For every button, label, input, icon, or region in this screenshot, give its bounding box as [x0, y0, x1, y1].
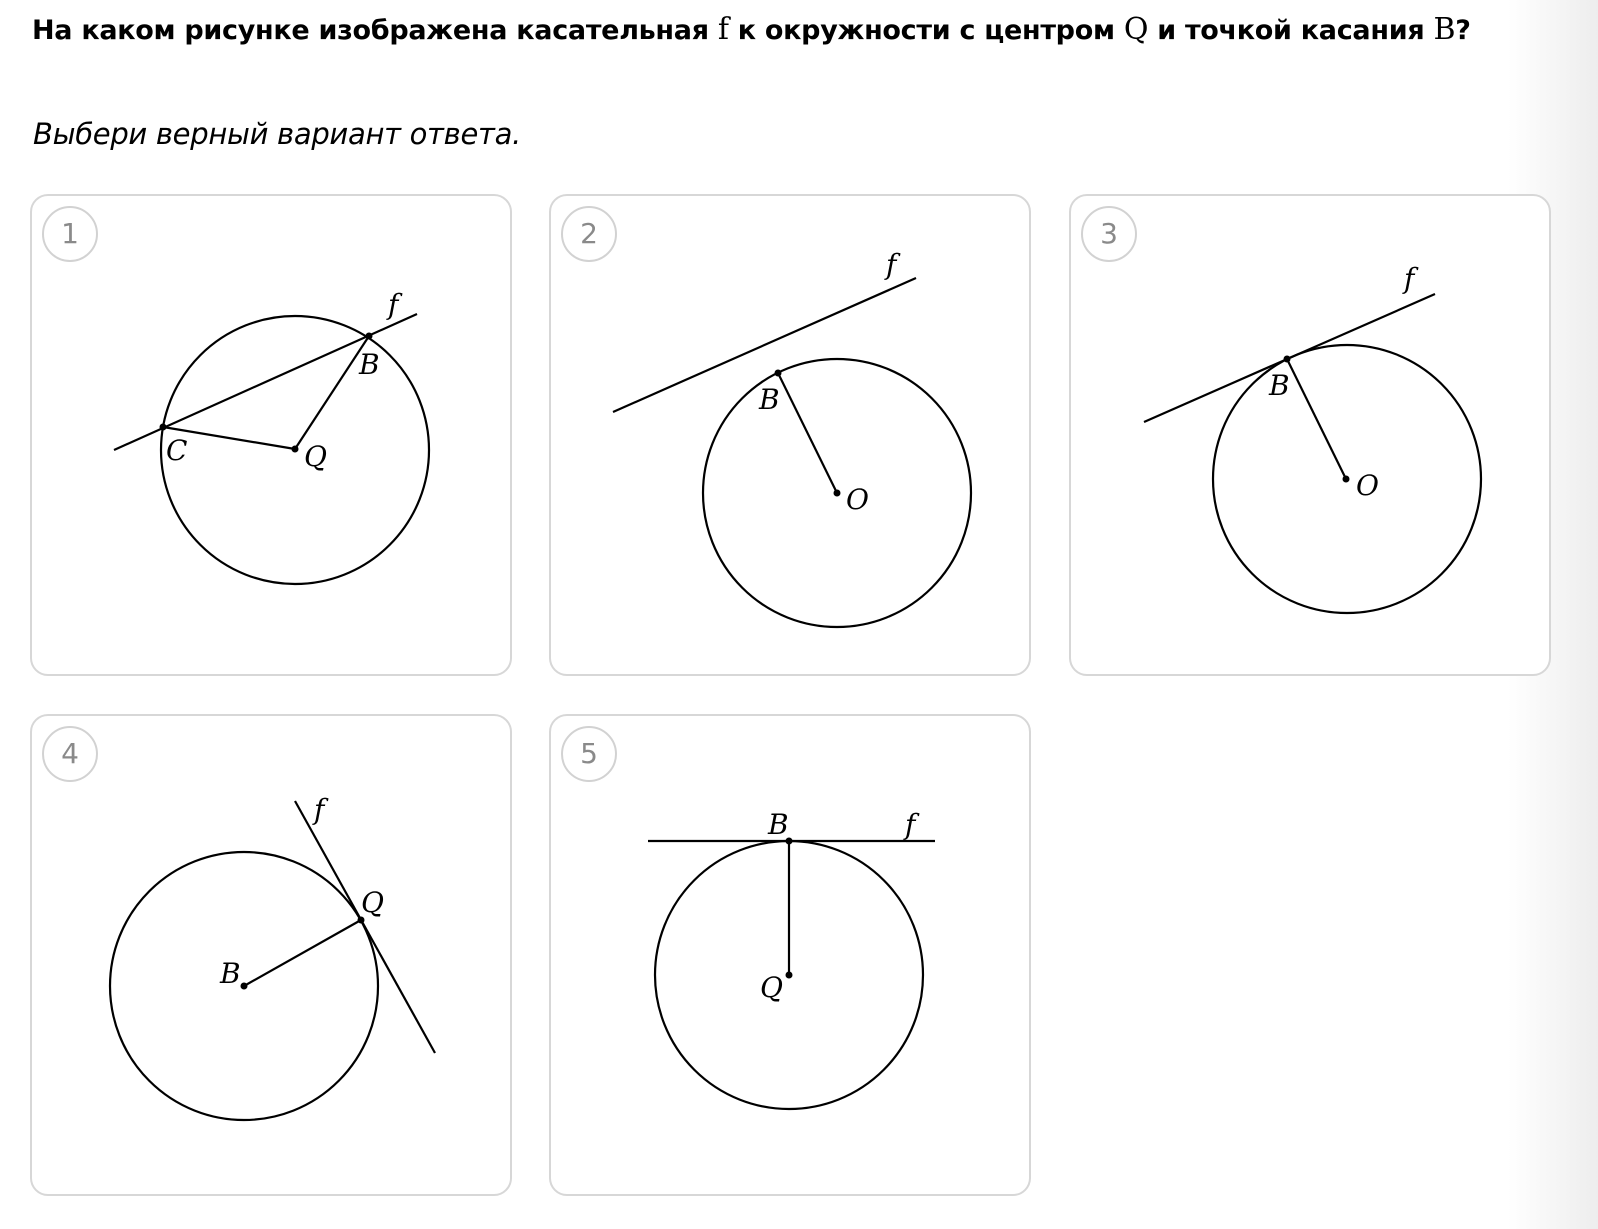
- question-middle-2: и точкой касания: [1148, 15, 1434, 46]
- option-4-figure: [32, 716, 510, 1194]
- label-f: f: [1404, 262, 1415, 295]
- point-o: [834, 490, 841, 497]
- label-f: f: [886, 248, 897, 281]
- question-prefix: На каком рисунке изображена касательная: [32, 15, 718, 46]
- option-number-badge: 3: [1081, 206, 1137, 262]
- option-3-figure: [1071, 196, 1549, 674]
- answer-option-3[interactable]: [1069, 194, 1551, 676]
- option-number-badge: 4: [42, 726, 98, 782]
- option-1-figure: [32, 196, 510, 674]
- option-5-figure: [551, 716, 1029, 1194]
- label-o: O: [846, 483, 869, 516]
- label-b: B: [220, 957, 241, 990]
- point-q: [786, 972, 793, 979]
- point-q: [292, 446, 299, 453]
- point-b: [366, 333, 373, 340]
- segment-bq: [244, 920, 361, 986]
- segment-bo: [1287, 359, 1346, 479]
- question-middle-1: к окружности с центром: [728, 15, 1124, 46]
- label-b: B: [1269, 369, 1290, 402]
- line-f: [295, 801, 435, 1053]
- option-number-badge: 2: [561, 206, 617, 262]
- label-q: Q: [361, 886, 384, 919]
- center-name: Q: [1123, 12, 1149, 47]
- question-text: [32, 10, 1471, 51]
- tangency-point-name: B: [1433, 12, 1456, 47]
- label-q: Q: [760, 971, 783, 1004]
- answer-option-4[interactable]: [30, 714, 512, 1196]
- label-f: f: [905, 808, 916, 841]
- point-o: [1343, 476, 1350, 483]
- label-f: f: [314, 793, 325, 826]
- question-suffix: ?: [1455, 15, 1471, 46]
- option-number-badge: 5: [561, 726, 617, 782]
- label-c: C: [166, 434, 188, 467]
- point-b: [775, 370, 782, 377]
- answer-option-5[interactable]: [549, 714, 1031, 1196]
- instruction-text: Выбери верный вариант ответа.: [33, 117, 521, 151]
- label-b: B: [768, 808, 789, 841]
- point-c: [160, 424, 167, 431]
- answer-option-2[interactable]: [549, 194, 1031, 676]
- label-q: Q: [304, 440, 327, 473]
- label-b: B: [759, 383, 780, 416]
- point-b: [1284, 356, 1291, 363]
- label-f: f: [388, 288, 399, 321]
- segment-bo: [778, 373, 837, 493]
- option-number-badge: 1: [42, 206, 98, 262]
- label-b: B: [359, 348, 380, 381]
- tangent-line-name: f: [717, 12, 729, 47]
- point-b: [241, 983, 248, 990]
- label-o: O: [1356, 469, 1379, 502]
- option-2-figure: [551, 196, 1029, 674]
- answer-option-1[interactable]: [30, 194, 512, 676]
